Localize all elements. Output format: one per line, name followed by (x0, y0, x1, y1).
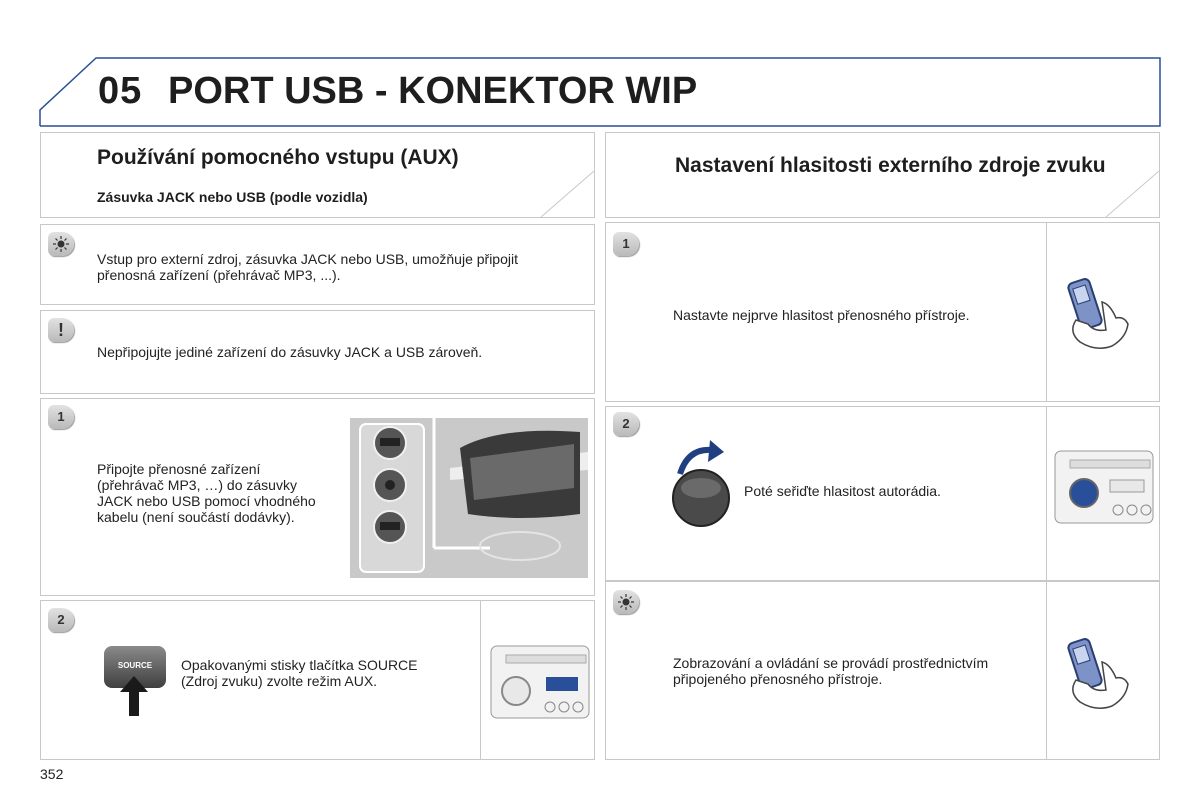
step-badge: 1 (613, 232, 639, 256)
radio-volume-knob-illustration (1054, 450, 1154, 524)
right-section-title: Nastavení hlasitosti externího zdroje zvuku (675, 154, 1106, 177)
radio-panel-illustration (490, 645, 590, 719)
left-section-title: Používání pomocného vstupu (AUX) (97, 146, 459, 169)
left-warning-text: Nepřipojujte jediné zařízení do zásuvky JACK a USB zároveň. (97, 344, 483, 360)
step2-divider (480, 600, 481, 760)
volume-knob-icon (670, 440, 732, 528)
warning-badge: ! (48, 318, 74, 342)
left-step2-text: Opakovanými stisky tlačítka SOURCE (Zdroj zvuku) zvolte režim AUX. (181, 657, 418, 689)
source-button: SOURCE (104, 646, 166, 688)
page-number: 352 (40, 766, 64, 782)
info-lamp-icon (48, 232, 74, 256)
chapter-number: 05 (98, 70, 143, 112)
right-info-text: Zobrazování a ovládání se provádí prostřednictvím připojeného přenosného přístroje. (673, 655, 989, 687)
right-step1-text: Nastavte nejprve hlasitost přenosného přístroje. (673, 307, 970, 323)
left-section-subtitle: Zásuvka JACK nebo USB (podle vozidla) (97, 189, 368, 205)
portable-player-hand-illustration (1066, 632, 1138, 714)
step-badge: 2 (48, 608, 74, 632)
info-lamp-icon (613, 590, 639, 614)
left-info-text: Vstup pro externí zdroj, zásuvka JACK nebo USB, umožňuje připojit přenosná zařízení (přehrávač MP3, ...). (97, 251, 518, 283)
step1-divider (1046, 222, 1047, 402)
step-badge: 2 (613, 412, 639, 436)
jack-usb-sockets-illustration (350, 418, 588, 578)
left-section-header (40, 132, 595, 218)
portable-player-hand-illustration (1066, 272, 1138, 354)
page-title: PORT USB - KONEKTOR WIP (168, 70, 698, 112)
info-divider (1046, 581, 1047, 760)
step-badge: 1 (48, 405, 74, 429)
step2-divider (1046, 406, 1047, 581)
press-arrow-icon (118, 676, 150, 716)
left-step1-text: Připojte přenosné zařízení (přehrávač MP3, …) do zásuvky JACK nebo USB pomocí vhodného kabelu (není součástí dodávky). (97, 461, 316, 525)
right-step2-text: Poté seřiďte hlasitost autorádia. (744, 483, 941, 499)
